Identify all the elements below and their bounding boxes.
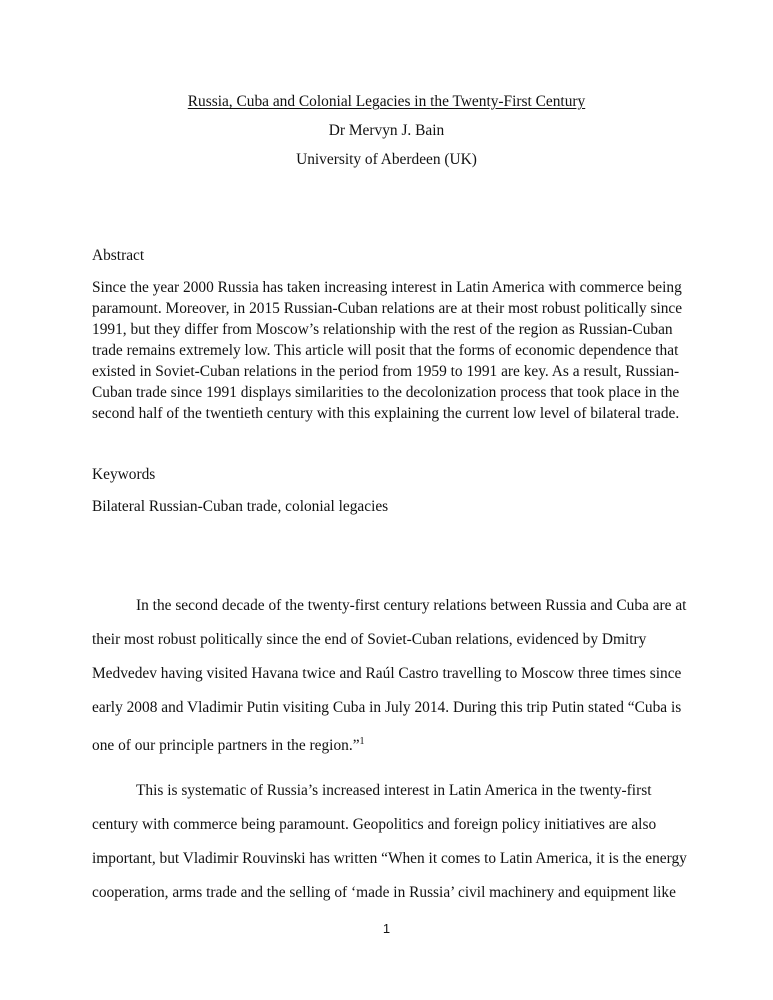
abstract-line: trade remains extremely low. This article will posit that the forms of economic dependence that (92, 342, 679, 359)
paper-title: Russia, Cuba and Colonial Legacies in the Twenty-First Century (187, 93, 586, 110)
page-number: 1 (382, 921, 391, 936)
abstract-line: Since the year 2000 Russia has taken increasing interest in Latin America with commerce being (92, 279, 682, 296)
keywords-heading: Keywords (92, 466, 156, 483)
keywords-text: Bilateral Russian-Cuban trade, colonial legacies (92, 498, 389, 515)
body-line-with-footnote (92, 733, 365, 755)
author-name: Dr Mervyn J. Bain (328, 122, 445, 139)
abstract-line: 1991, but they differ from Moscow’s relationship with the rest of the region as Russian-Cuban (92, 321, 673, 338)
body-line: their most robust politically since the end of Soviet-Cuban relations, evidenced by Dmitry (92, 631, 647, 648)
body-line-text: one of our principle partners in the region.” (92, 737, 360, 754)
body-line: In the second decade of the twenty-first century relations between Russia and Cuba are at (136, 597, 687, 614)
abstract-line: Cuban trade since 1991 displays similarities to the decolonization process that took place in the (92, 384, 680, 401)
body-line: Medvedev having visited Havana twice and Raúl Castro travelling to Moscow three times since (92, 665, 682, 682)
abstract-line: existed in Soviet-Cuban relations in the period from 1959 to 1991 are key. As a result, Russian- (92, 363, 680, 380)
footnote-reference[interactable]: 1 (359, 736, 365, 747)
body-line: century with commerce being paramount. Geopolitics and foreign policy initiatives are also (92, 816, 657, 833)
body-line: early 2008 and Vladimir Putin visiting Cuba in July 2014. During this trip Putin stated “Cuba is (92, 699, 682, 716)
body-line: cooperation, arms trade and the selling of ‘made in Russia’ civil machinery and equipment like (92, 884, 676, 901)
body-line: important, but Vladimir Rouvinski has written “When it comes to Latin America, it is the energy (92, 850, 687, 867)
abstract-line: second half of the twentieth century with this explaining the current low level of bilateral trade. (92, 405, 680, 422)
author-affiliation: University of Aberdeen (UK) (296, 151, 477, 168)
abstract-heading: Abstract (92, 247, 145, 264)
abstract-line: paramount. Moreover, in 2015 Russian-Cuban relations are at their most robust politically since (92, 300, 683, 317)
body-line: This is systematic of Russia’s increased interest in Latin America in the twenty-first (136, 782, 652, 799)
